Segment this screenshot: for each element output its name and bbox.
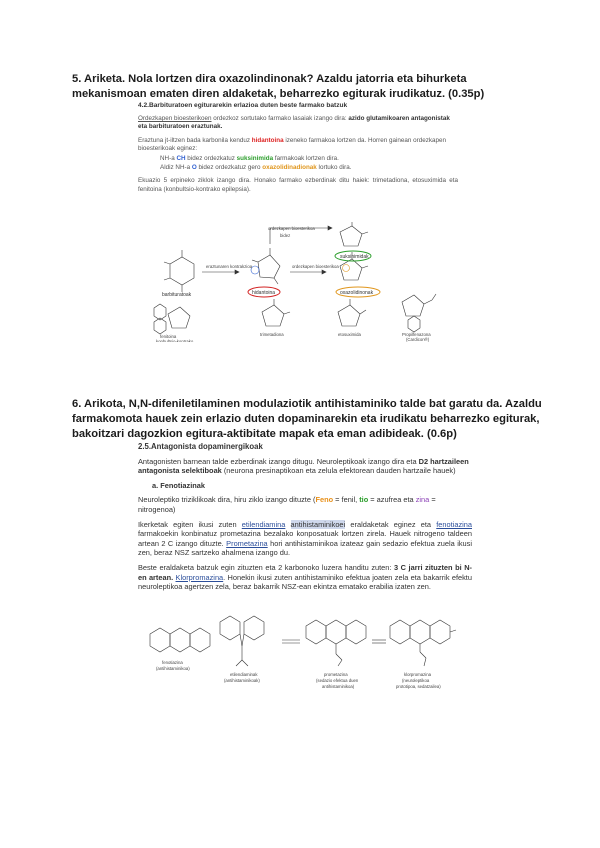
label-prop-2: (Cardicon®): [406, 337, 430, 342]
barbiturate-structure: [170, 257, 194, 285]
p2-3c: [285, 520, 290, 529]
p2-2d: = nitrogenoa): [138, 495, 436, 514]
b1b: CH: [176, 155, 186, 163]
p2-3b: etilendiamina: [241, 519, 286, 529]
b1e: farmakoak lortzen dira.: [273, 155, 339, 163]
panel2-paragraph-3: [138, 520, 472, 558]
panel1-paragraph-3: Ekuazio 5 erpineko ziklok izango dira. Honako farmako ezberdinak ditu haiek: trimetadiona, etosuximida eta fenitoina (konbultsio-kontrako epilepsia).: [138, 177, 458, 193]
oxazolidinone-scheme: [140, 222, 460, 342]
panel2-paragraph-1: [138, 457, 472, 476]
label-fenotiazina: fenotiazina: [162, 660, 183, 665]
b1a: NH-a: [160, 155, 177, 163]
phenothiazine-structure: [150, 628, 170, 652]
label-fenitoina-sub: konbultsio-kontrako: [156, 339, 194, 342]
panel1-heading: 4.2.Barbituratoen egiturarekin erlazioa duten beste farmako batzuk: [138, 102, 348, 109]
p2-3h: Prometazina: [226, 538, 268, 548]
phenothiazine-structures: [140, 614, 460, 694]
p2-1c: (neurona presinaptikoan eta zelula efektorean dauden hartzaile hauek): [221, 466, 456, 476]
label-etilendiaminak: etilendiaminak: [230, 672, 258, 677]
p2-1a: Antagonisten barnean talde ezberdinak izango ditugu. Neuroleptikoak izango dira eta: [138, 456, 419, 466]
p2-1b: D2 hartzaileen antagonista selektiboak: [138, 456, 469, 476]
label-klorpromazina: klorpromazina: [404, 672, 431, 677]
p2-hidantoina: hidantoina: [251, 136, 284, 144]
label-fenitoina: fenitoina: [160, 334, 177, 339]
label-barbituratoak: barbituratoak: [162, 292, 192, 298]
panel2-subheading: a. Fenotiazinak: [152, 480, 205, 490]
p2-2a: Neuroleptiko triziklikoak dira, hiru ziklo izango dituzte (: [138, 495, 316, 505]
label-trimetadiona: trimetadiona: [260, 332, 284, 337]
b1c: bidez ordezkatuz: [185, 155, 237, 163]
label-hidantoina: hidantoina: [252, 290, 276, 296]
hydantoin-structure: [258, 255, 280, 278]
label-oxazolidinonak: oxazolidinonak: [340, 290, 374, 296]
label-klorpromazina-sub2: prototipoa, sedatzailea): [396, 684, 441, 689]
p2-4d: Klorpromazina: [175, 572, 224, 582]
p2-3g: farmakoekin konbinatuz prometazina bezalako konposatuak lortzen zirela. Hauek nitrogeno taldeen artean 2 C izango dituzte.: [138, 529, 472, 548]
b1d: suksinimida: [236, 155, 274, 163]
chlorpromazine-structure: [390, 620, 410, 644]
label-prometazina: prometazina: [324, 672, 348, 677]
label-prop: Propilfenazona: [402, 332, 431, 337]
label-contraction: eraztunaren kontrakzioa: [206, 264, 253, 269]
trimethadione-structure: [262, 305, 284, 326]
p2-feno: Feno: [315, 495, 334, 505]
panel1-bullet-1: [160, 155, 458, 163]
p2-4b: 3 C jarri zituzten bi N-en artean.: [138, 562, 472, 582]
p2-2b: = fenil,: [333, 495, 360, 505]
panel2-heading: 2.5.Antagonista dopaminergikoak: [138, 442, 263, 451]
p1-bold: azido glutamikoaren antagonistak eta barbituratoen eraztunak.: [138, 115, 450, 131]
p2-4a: Beste eraldaketa batzuk egin zituzten eta 2 karbonoko luzera handitu zuten:: [138, 562, 394, 572]
label-ordezkapen-1: ordezkapen bioesterikoa: [268, 226, 315, 231]
question-5: 5. Ariketa. Nola lortzen dira oxazolindinonak? Azaldu jatorria eta bihurketa mekanismoan ematen diren aldaketak, beharrezko egiturak irudikatuz. (0.35p): [72, 73, 485, 100]
label-klorpromazina-sub1: (neuroleptikoa: [402, 678, 430, 683]
label-etosuximida: etosuximida: [338, 332, 361, 337]
b2e: lortuko dira.: [316, 164, 352, 172]
label-suksinimidak: suksinimidak: [340, 254, 369, 260]
p2-2c: = azufrea eta: [368, 495, 416, 505]
p2-tio: tio: [359, 495, 369, 505]
p2-3e: eraldaketak eginez eta: [345, 519, 437, 529]
p1-link: Ordezkapen bioesterikoen: [138, 115, 212, 123]
succinimide-structure: [340, 226, 362, 246]
panel2-paragraph-2: [138, 495, 472, 514]
ethylenediamine-structure: [220, 616, 240, 640]
label-ordezkapen-2: ordezkapen bioesterikoa: [292, 264, 339, 269]
question-6: 6. Arikota, N,N-difeniletilaminen modulaziotik antihistaminiko talde bat garatu da. Azaldu farmakomota hauek zein erlazio duten dopaminarekin eta irudikatu beharrezko egiturak, bakoitzari dagozkion egitura-aktibitate mapak eta eman adibideak. (0.6p): [72, 398, 542, 440]
panel1-bullet-2: [160, 164, 458, 172]
p2-3i: hori antihistaminikoa izateaz gain sedazio efektua zuela ikusi zen, beraz NSZ sartzeko ahalmena izango du.: [138, 538, 472, 558]
p2-3a: Ikerketak egiten ikusi zuten: [138, 519, 242, 529]
panel1-paragraph-1: [138, 115, 458, 131]
label-etilendiaminak-sub: (antihistaminikoak): [224, 678, 260, 683]
oxazolidine-structure: [340, 259, 362, 280]
label-fenotiazina-sub: (antihistaminikoa): [156, 666, 190, 671]
label-bidez: bidez: [280, 233, 291, 238]
p2-text-c: izeneko farmakoa lortzen da. Horren gainean ordezkapen bioesterikoak eginez:: [138, 136, 447, 152]
panel2-paragraph-4: [138, 563, 472, 592]
p2-4e: . Honekin ikusi zuten antihistaminiko efektua joaten zela eta bakarrik efektu neuroleptikoa agertzen zela, beraz bakarrik NSZ-ean ekintza ematako erabilia izaten zen.: [138, 572, 472, 592]
b2c: bidez ordezkatuz gero: [196, 164, 263, 172]
panel1-paragraph-2: [138, 137, 458, 153]
b2a: Aldiz NH-a: [160, 164, 192, 172]
ethosuximide-structure: [338, 305, 360, 326]
propylphenazone-structure: [402, 295, 424, 316]
p2-3d: antihistaminikoei: [290, 519, 346, 529]
p2-3f: fenotiazina: [436, 519, 472, 529]
label-prometazina-sub1: (sedazio efektua duen: [316, 678, 359, 683]
phenytoin-structure: [168, 307, 190, 328]
label-prometazina-sub2: antihistaminikoa): [322, 684, 355, 689]
p2-text-a: Eraztuna jt-iltzen bada karbonila kenduz: [138, 136, 252, 144]
p1-text: ordezkoz sortutako farmako lasaiak izango dira:: [211, 115, 349, 123]
promethazine-structure: [306, 620, 326, 644]
b2b: O: [191, 164, 197, 172]
b2d: oxazolidinadionak: [262, 164, 317, 172]
p2-zina: zina: [415, 495, 430, 505]
